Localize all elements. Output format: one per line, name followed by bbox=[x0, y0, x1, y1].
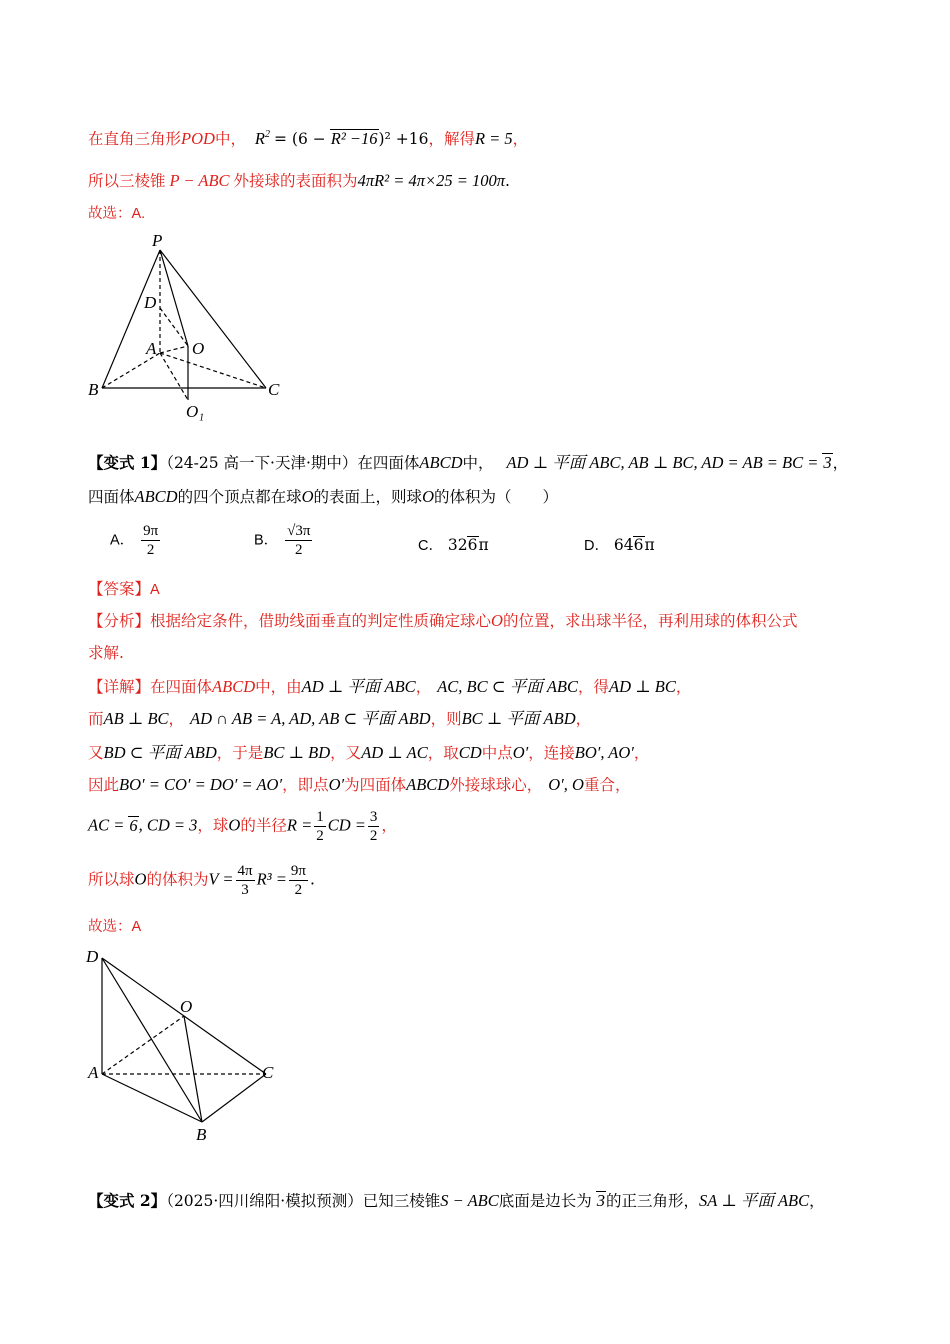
label-c2: C bbox=[262, 1063, 274, 1082]
label-d: D bbox=[144, 293, 157, 312]
option-c[interactable]: C． 326π bbox=[418, 536, 489, 554]
label-o2: O bbox=[180, 997, 193, 1016]
option-b[interactable]: B． $\frac{√3\pi}{2}$ bbox=[254, 523, 311, 558]
variant2-stem: 【变式 2】（2025·四川绵阳·模拟预测）已知三棱锥S − ABC底面是边长为 3的正三角形，SA ⊥ 平面 ABC， bbox=[88, 1191, 825, 1210]
solution-line-2: 所以三棱锥 P − ABC 外接球的表面积为4πR² = 4π×25 = 100π. bbox=[88, 171, 510, 190]
label-d2: D bbox=[86, 947, 99, 966]
variant1-stem-1: 【变式 1】（24-25 高一下·天津·期中）在四面体ABCD中， AD ⊥ 平面 ABC, AB ⊥ BC, AD = AB = BC = 3， bbox=[88, 453, 849, 472]
detail-line-3: 又BD ⊂ 平面 ABD，于是BC ⊥ BD，又AD ⊥ AC，取CD中点O′，连接BO′, AO′， bbox=[88, 743, 650, 762]
figure-tetrahedron-abcd bbox=[80, 946, 300, 1146]
label-o1: O₁ bbox=[186, 402, 205, 421]
detail-line-1: 【详解】在四面体ABCD中，由AD ⊥ 平面 ABC， AC, BC ⊂ 平面 ABC，得AD ⊥ BC， bbox=[88, 677, 692, 696]
analysis-line-2: 求解. bbox=[88, 644, 124, 662]
solution-answer: 故选：A. bbox=[88, 206, 146, 222]
label-b2: B bbox=[196, 1125, 207, 1144]
detail-line-6: 所以球O的体积为V = $\frac{4\pi}{3}$ R³ = $\frac{9\pi}{2}$ . bbox=[88, 863, 315, 898]
label-a2: A bbox=[88, 1063, 99, 1082]
label-a: A bbox=[146, 339, 157, 358]
label-b: B bbox=[88, 380, 99, 399]
answer-line: 【答案】A bbox=[88, 580, 160, 598]
option-a[interactable]: A． $\frac{9\pi}{2}$ bbox=[110, 523, 159, 558]
analysis-line-1: 【分析】根据给定条件，借助线面垂直的判定性质确定球心O的位置，求出球半径，再利用球的体积公式 bbox=[88, 611, 798, 630]
option-d[interactable]: D． 646π bbox=[584, 536, 655, 554]
detail-line-5: AC = 6, CD = 3，球O的半径R = $\frac{1}{2}$ CD = $\frac{3}{2}$ ， bbox=[88, 809, 397, 844]
detail-final: 故选：A bbox=[88, 919, 142, 935]
detail-line-2: 而AB ⊥ BC， AD ∩ AB = A, AD, AB ⊂ 平面 ABD，则BC ⊥ 平面 ABD， bbox=[88, 709, 592, 728]
variant1-stem-2: 四面体ABCD的四个顶点都在球O的表面上，则球O的体积为（ ） bbox=[88, 487, 558, 506]
figure-pyramid-pabc bbox=[80, 228, 300, 424]
label-c: C bbox=[268, 380, 280, 399]
detail-line-4: 因此BO′ = CO′ = DO′ = AO′，即点O′为四面体ABCD外接球球心， O′, O重合， bbox=[88, 775, 631, 794]
label-o: O bbox=[192, 339, 205, 358]
label-p: P bbox=[152, 231, 163, 250]
solution-line-1: 在直角三角形POD中， $R^2 = (6 - R^2 -16)^2 +16$，解得R = 5， bbox=[88, 129, 529, 148]
